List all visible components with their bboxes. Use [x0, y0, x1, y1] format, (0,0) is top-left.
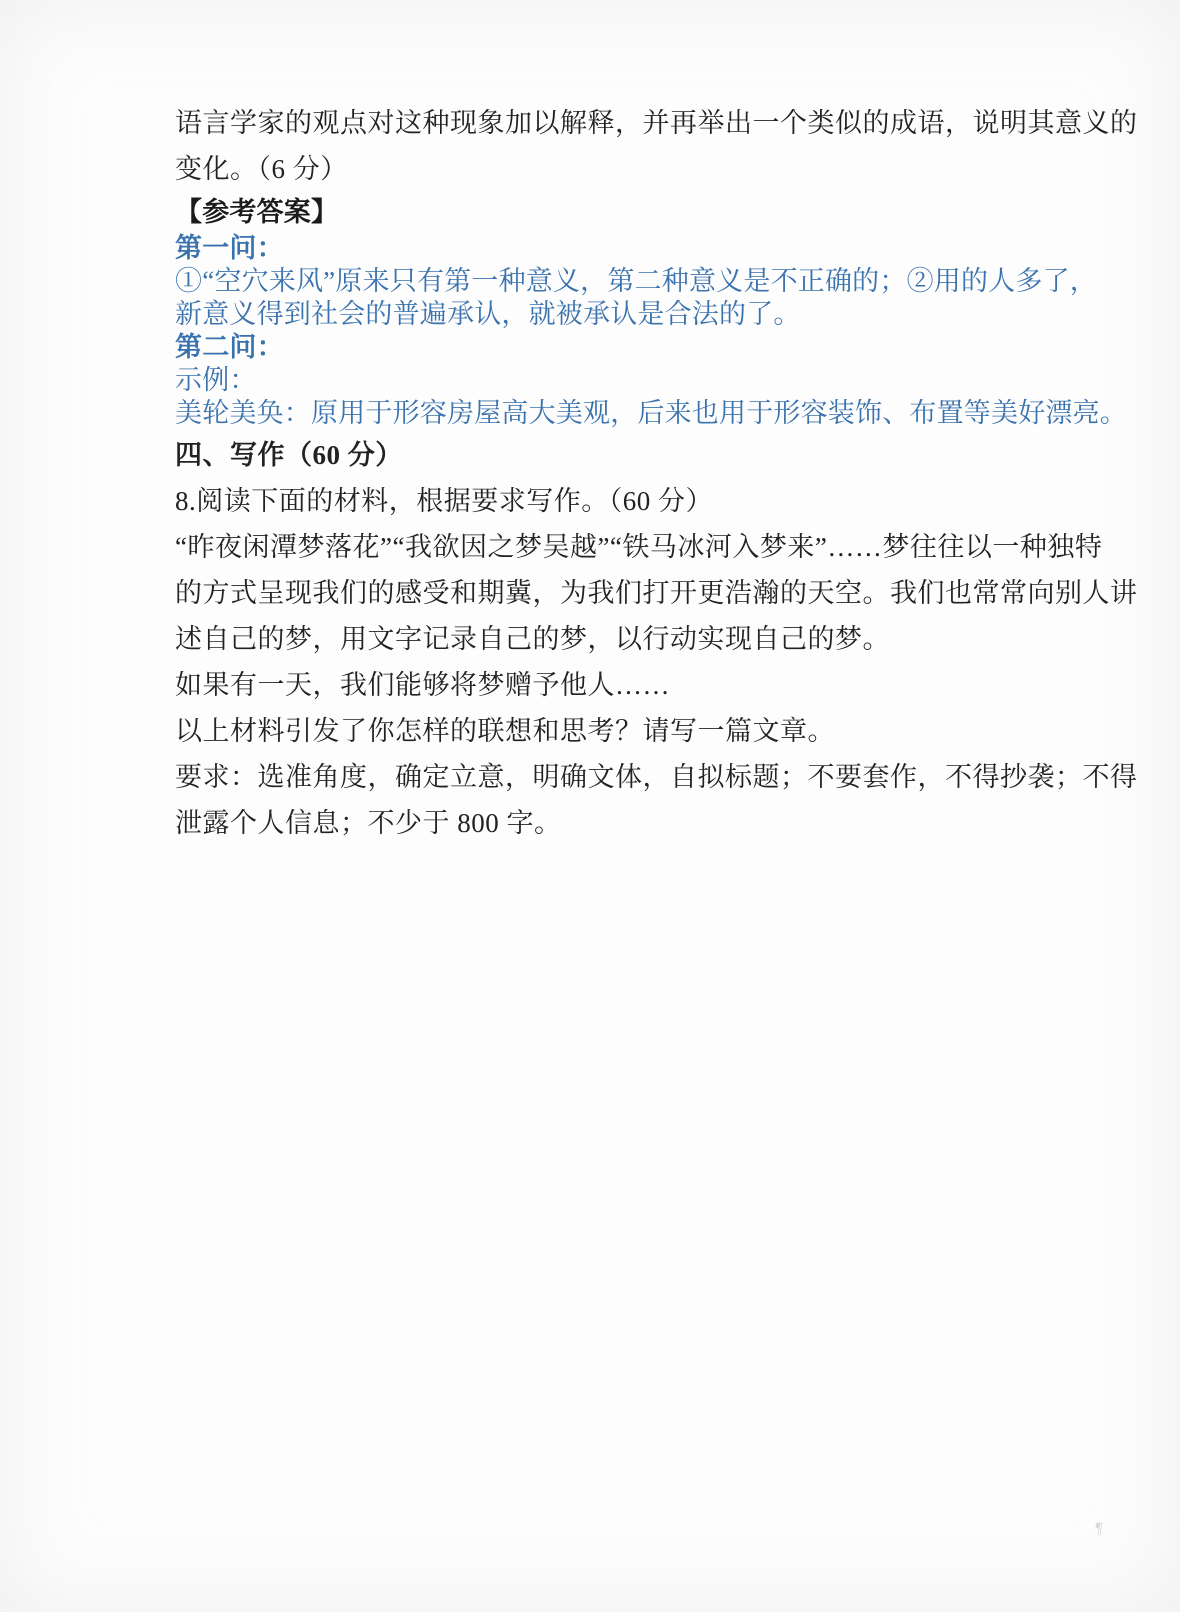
writing-material-line-1: “昨夜闲潭梦落花”“我欲因之梦吴越”“铁马冰河入梦来”……梦往往以一种独特	[175, 532, 1103, 562]
writing-task-block	[175, 478, 1138, 846]
answer-q1-line-1: ①“空穴来风”原来只有第一种意义，第二种意义是不正确的；②用的人多了，	[175, 266, 1097, 296]
answer-q1-label: 第一问：	[175, 233, 284, 263]
answer-q2-label: 第二问：	[175, 332, 284, 362]
writing-material-line-2: 的方式呈现我们的感受和期冀，为我们打开更浩瀚的天空。我们也常常向别人讲	[175, 578, 1138, 608]
writing-material-line-3: 述自己的梦，用文字记录自己的梦，以行动实现自己的梦。	[175, 624, 890, 654]
reference-answer-block	[175, 192, 1127, 430]
question-tail-paragraph	[175, 100, 1138, 192]
reference-answer-header: 【参考答案】	[175, 197, 339, 227]
page-content	[175, 100, 1138, 846]
section-heading-writing: 四、写作（60 分）	[175, 440, 403, 470]
answer-example-label: 示例：	[175, 365, 257, 395]
answer-example-text: 美轮美奂：原用于形容房屋高大美观，后来也用于形容装饰、布置等美好漂亮。	[175, 398, 1127, 428]
scan-artifact-mark: ¶	[1093, 1519, 1104, 1538]
question-tail-line-2: 变化。（6 分）	[175, 154, 348, 184]
question-tail-line-1: 语言学家的观点对这种现象加以解释，并再举出一个类似的成语，说明其意义的	[175, 108, 1138, 138]
answer-q1-line-2: 新意义得到社会的普遍承认，就被承认是合法的了。	[175, 299, 801, 329]
writing-requirement-line-2: 泄露个人信息；不少于 800 字。	[175, 808, 562, 838]
writing-material-line-4: 如果有一天，我们能够将梦赠予他人……	[175, 670, 670, 700]
writing-material-line-5: 以上材料引发了你怎样的联想和思考？请写一篇文章。	[175, 716, 835, 746]
writing-requirement-line-1: 要求：选准角度，确定立意，明确文体，自拟标题；不要套作，不得抄袭；不得	[175, 762, 1138, 792]
writing-prompt: 8.阅读下面的材料，根据要求写作。（60 分）	[175, 486, 713, 516]
